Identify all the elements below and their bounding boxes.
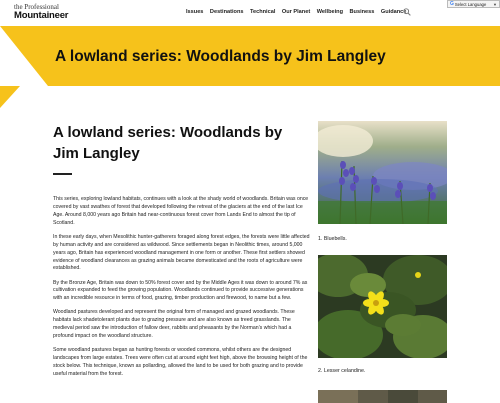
google-icon: G <box>450 1 454 7</box>
language-select-label: Select Language <box>454 1 487 7</box>
logo-line-2: Mountaineer <box>14 10 69 21</box>
article-paragraph: Some woodland pastures began as hunting forests or wooded commons, whilst others are the designed landscapes from large estates. Trees were often cut at around eight feet high, above the browsing height of the stock below. This technique, known as pollarding, allowed the land to be used for both grazing and to provide useful material from the forest. <box>53 347 308 377</box>
image-caption: 1. Bluebells. <box>318 236 347 242</box>
chevron-down-icon: ▼ <box>493 1 497 7</box>
nav-destinations[interactable]: Destinations <box>209 9 244 15</box>
nav-issues[interactable]: Issues <box>186 9 204 15</box>
banner-decoration-bottom <box>0 86 20 108</box>
banner-bottom-edge <box>0 86 500 108</box>
nav-guidance[interactable]: Guidance <box>380 9 407 15</box>
title-divider <box>53 173 72 175</box>
article-title: A lowland series: Woodlands by Jim Langley <box>53 124 283 162</box>
main-nav <box>186 9 413 15</box>
nav-business[interactable]: Business <box>349 9 375 15</box>
nav-technical[interactable]: Technical <box>250 9 276 15</box>
banner-decoration <box>0 26 48 86</box>
site-logo[interactable] <box>14 4 68 21</box>
banner-title: A lowland series: Woodlands by Jim Langley <box>55 48 386 65</box>
image-caption: 2. Lesser celandine. <box>318 368 366 374</box>
nav-wellbeing[interactable]: Wellbeing <box>316 9 344 15</box>
nav-our-planet[interactable]: Our Planet <box>281 9 311 15</box>
lesser-celandine-photo[interactable] <box>318 255 447 358</box>
article-paragraph: By the Bronze Age, Britain was down to 50% forest cover and by the Middle Ages it was down to around 7% as cultivation expanded to feed the growing population. Woodlands continued to provide successive generations with an incredible resource in terms of food, grazing, timber production and firewood, to name but a few. <box>53 279 308 302</box>
site-header <box>0 0 500 26</box>
page-banner <box>0 26 500 86</box>
article-paragraph: This series, exploring lowland habitats, continues with a look at the shady world of woodlands. Britain was once covered by vast swathes of forest that developed following the retreat of the glaciers at the end of the last Ice Age. Around 8,000 years ago Britain had near-continuous forest cover from Lands End to almost the tip of Scotland. <box>53 196 309 226</box>
search-icon[interactable] <box>403 8 411 16</box>
bluebells-photo[interactable] <box>318 121 447 224</box>
logo-line-1: the Professional <box>14 3 59 11</box>
article-paragraph: Woodland pastures developed and represent the original form of managed and grazed woodlands. These habitats lack shadetolerant plants due to grazing pressure and are also known as treed grasslands. The medieval period saw the introduction of fallow deer, rabbits and pheasants by the Norman’s which had a profound impact on the woodland structure. <box>53 309 295 340</box>
woodland-photo[interactable] <box>318 390 447 403</box>
article-body <box>53 122 310 385</box>
language-select[interactable] <box>447 0 500 8</box>
article-paragraph: In these early days, when Mesolithic hunter-gatherers foraged along forest edges, the forests were little affected by human activity and are considered as wildwood. Since settlements began in Neolithic times, around 5,000 years ago, Britain has experienced woodland management in one form or another. These first settlers showed evidence of woodland clearances as grazing animals became domesticated and the roots of agriculture were established. <box>53 233 310 272</box>
